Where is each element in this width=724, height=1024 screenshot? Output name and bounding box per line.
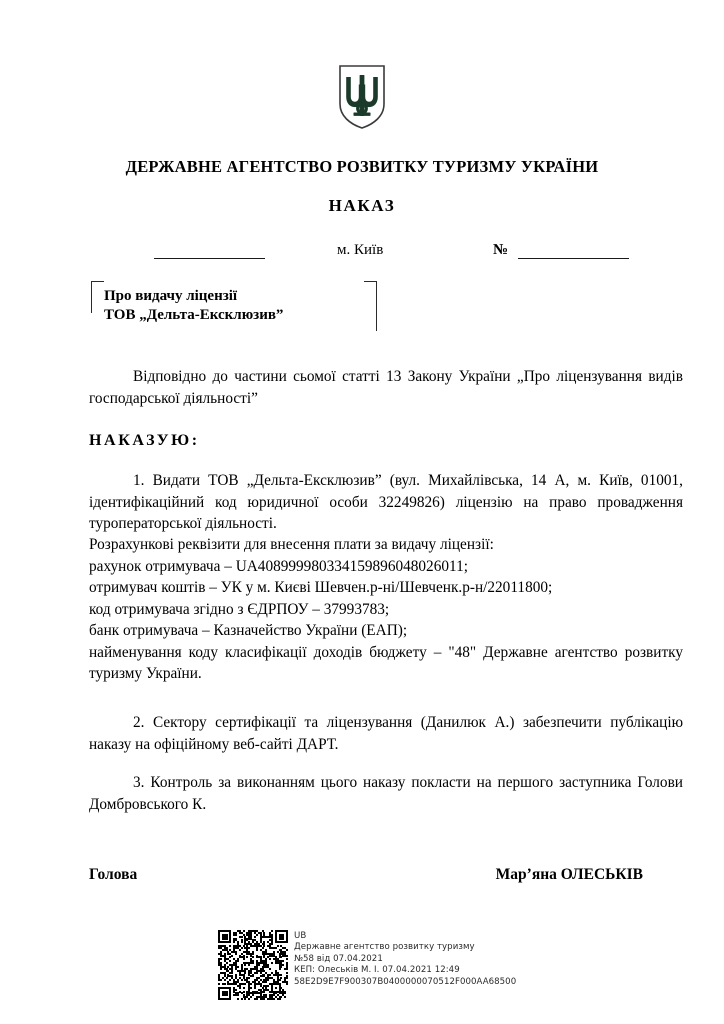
ukraine-trident-emblem-icon bbox=[338, 117, 386, 134]
payment-bank-line: банк отримувача – Казначейство України (ЕАП); bbox=[89, 622, 408, 639]
payment-account-line: рахунок отримувача – UA408999980334159896048026011; bbox=[89, 557, 468, 575]
city-label: м. Київ bbox=[337, 242, 384, 258]
bracket-top-left-icon bbox=[91, 281, 104, 296]
number-blank-line[interactable] bbox=[518, 258, 629, 259]
signatory-position: Голова bbox=[89, 866, 138, 883]
stamp-signer: КЕП: Олеськів М. І. 07.04.2021 12:49 bbox=[294, 965, 460, 976]
subject-block bbox=[91, 281, 377, 329]
preamble-paragraph bbox=[89, 366, 683, 409]
order-item-2 bbox=[89, 712, 683, 755]
payment-details-block bbox=[89, 534, 683, 685]
e-signature-stamp bbox=[218, 930, 516, 1000]
order-item-3-text: 3. Контроль за виконанням цього наказу покласти на першого заступника Голови Домбровського К. bbox=[89, 774, 683, 813]
order-keyword: НАКАЗУЮ: bbox=[89, 432, 200, 449]
signature-row bbox=[89, 866, 643, 884]
order-item-1 bbox=[89, 470, 683, 535]
number-sign-label: № bbox=[493, 242, 509, 258]
payment-budget-line: найменування коду класифікації доходів бюджету – "48" Державне агентство розвитку туризму України. bbox=[89, 643, 683, 682]
subject-text bbox=[104, 287, 283, 325]
document-type-heading: НАКАЗ bbox=[328, 196, 396, 215]
stamp-hash: 58E2D9E7F900307B0400000070512F000AA68500 bbox=[294, 976, 517, 987]
date-blank-line[interactable] bbox=[154, 258, 265, 259]
stamp-doc-ref: №58 від 07.04.2021 bbox=[294, 953, 383, 964]
qr-code-icon[interactable] bbox=[218, 930, 288, 1000]
signatory-name: Мар’яна ОЛЕСЬКІВ bbox=[495, 866, 643, 883]
payment-details-intro: Розрахункові реквізити для внесення плати за видачу ліцензії: bbox=[89, 536, 494, 553]
stamp-label: UB bbox=[294, 931, 307, 941]
emblem-container bbox=[0, 64, 724, 130]
payment-recipient-line: отримувач коштів – УК у м. Києві Шевчен.р-ні/Шевченк.р-н/22011800; bbox=[89, 579, 553, 596]
payment-edrpou-line: код отримувача згідно з ЄДРПОУ – 37993783; bbox=[89, 600, 390, 618]
bracket-right-line-icon bbox=[376, 291, 377, 331]
bracket-left-line-icon bbox=[91, 291, 92, 313]
e-signature-details bbox=[294, 930, 516, 988]
agency-title: ДЕРЖАВНЕ АГЕНТСТВО РОЗВИТКУ ТУРИЗМУ УКРАЇНИ bbox=[125, 157, 599, 176]
order-item-2-text: 2. Сектору сертифікації та ліцензування (Данилюк А.) забезпечити публікацію наказу на офіційному веб-сайті ДАРТ. bbox=[89, 714, 683, 753]
stamp-organization: Державне агентство розвитку туризму bbox=[294, 942, 475, 953]
preamble-text: Відповідно до частини сьомої статті 13 Закону України „Про ліцензування видів господарської діяльності” bbox=[89, 368, 683, 407]
subject-line-1: Про видачу ліцензії bbox=[104, 288, 238, 304]
order-item-1-text: 1. Видати ТОВ „Дельта-Ексклюзив” (вул. Михайлівська, 14 А, м. Київ, 01001, ідентифікаційний код юридичної особи 32249826) ліцензію на право провадження туроператорської діяльності. bbox=[89, 472, 683, 532]
document-meta-row bbox=[41, 242, 683, 264]
subject-line-2: ТОВ „Дельта-Ексклюзив” bbox=[104, 307, 284, 323]
order-item-3 bbox=[89, 772, 683, 815]
